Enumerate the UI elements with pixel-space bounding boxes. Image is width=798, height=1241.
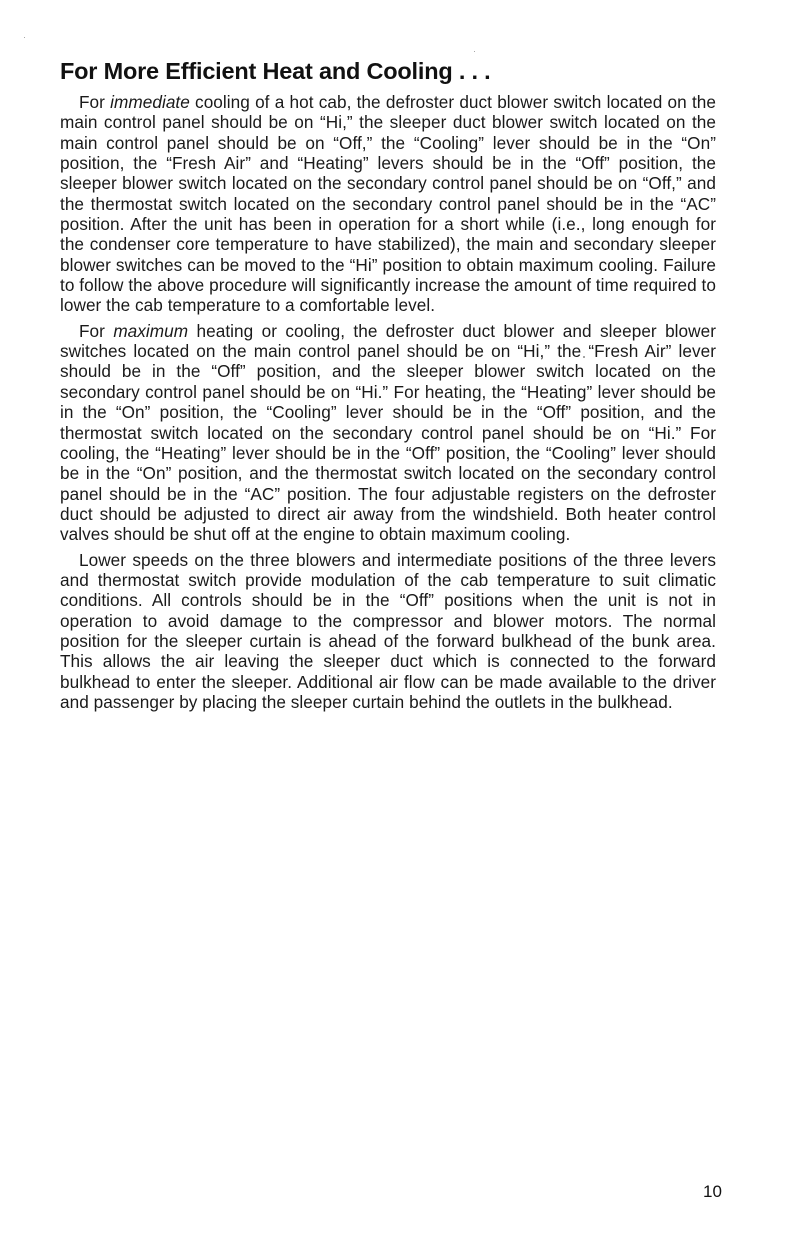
section-heading: For More Efficient Heat and Cooling . . . (60, 58, 491, 84)
page-number: 10 (703, 1182, 722, 1201)
emphasis-maximum: maximum (113, 320, 189, 341)
paragraph-body: Lower speeds on the three blowers and intermediate positions of the three levers and thermostat switch provide modulation of the cab temperature to suit climatic conditions. All controls should be in the “Off” positions when the unit is not in operation to avoid damage to the compressor and blower motors. The normal position for the sleeper curtain is ahead of the forward bulkhead of the bunk area. This allows the air leaving the sleeper duct which is connected to the forward bulkhead to enter the sleeper. Additional air flow can be made available to the driver and passenger by placing the sleeper curtain behind the outlets in the bulkhead. (60, 549, 716, 712)
paragraph-maximum-heating-cooling (60, 321, 716, 545)
paragraph-body: heating or cooling, the defroster duct blower and sleeper blower switches located on the main control panel should be on “Hi,” the “Fresh Air” lever should be in the “Off” position, and the sleeper blower switch located on the secondary control panel should be on “Hi.” For heating, the “Heating” lever should be in the “On” position, the “Cooling” lever should be in the “Off” position, and the thermostat switch located on the secondary control panel should be on “Hi.” For cooling, the “Heating” lever should be in the “Off” position, the “Cooling” lever should be in the “On” position, and the thermostat switch located on the secondary control panel should be in the “AC” position. The four adjustable registers on the defroster duct should be adjusted to direct air away from the windshield. Both heater control valves should be shut off at the engine to obtain maximum cooling. (60, 320, 716, 545)
paragraph-immediate-cooling (60, 92, 716, 316)
scan-speck (474, 51, 475, 52)
paragraph-lead: For (79, 92, 111, 112)
scan-speck (24, 37, 25, 38)
paragraph-lower-speeds (60, 550, 716, 713)
paragraph-body: cooling of a hot cab, the defroster duct blower switch located on the main control panel should be on “Hi,” the sleeper duct blower switch located on the main control panel should be on “Off,” the “Cooling” lever should be in the “On” position, the “Fresh Air” and “Heating” levers should be in the “Off” position, the sleeper blower switch located on the secondary control panel should be on “Off,” and the thermostat switch located on the secondary control panel should be in the “AC” position. After the unit has been in operation for a short while (i.e., long enough for the condenser core temperature to have stabilized), the main and secondary sleeper blower switches can be moved to the “Hi” position to obtain maximum cooling. Failure to follow the above procedure will significantly increase the amount of time required to lower the cab temperature to a comfortable level. (60, 92, 716, 316)
emphasis-immediate: immediate (110, 92, 190, 112)
document-page (60, 56, 716, 717)
paragraph-lead: For (79, 320, 114, 341)
